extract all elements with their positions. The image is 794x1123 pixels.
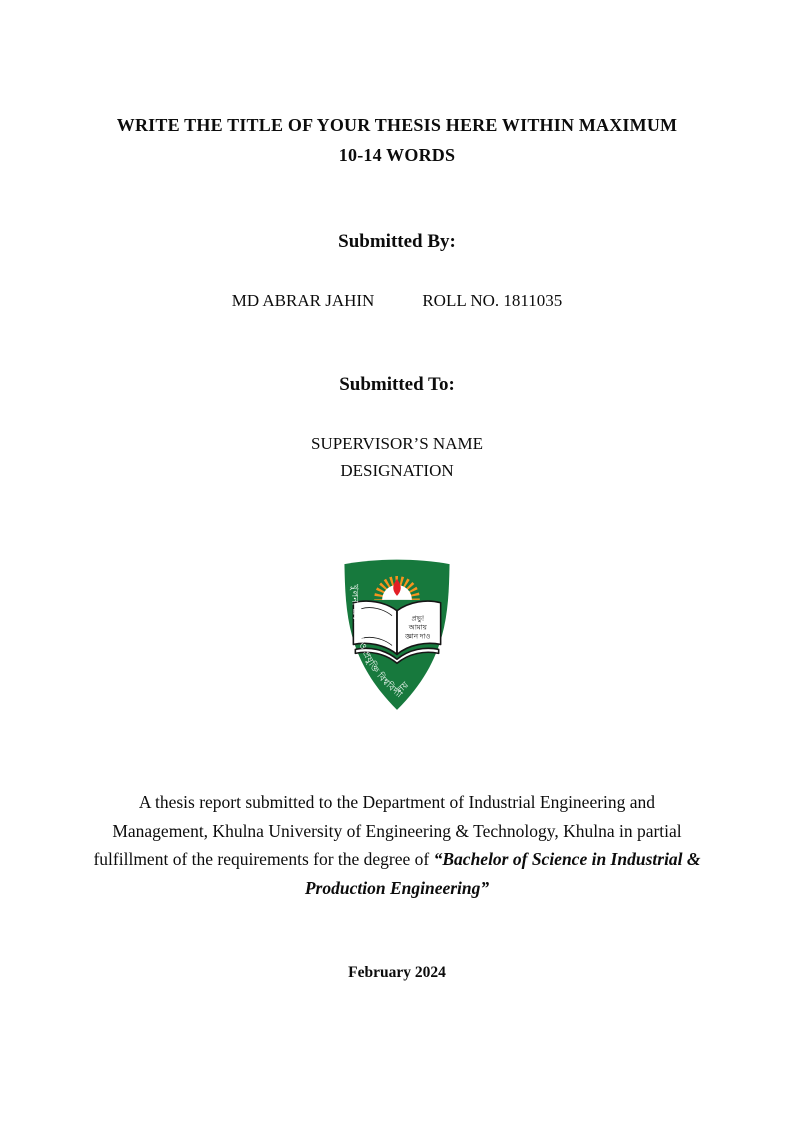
logo-ring-text: খুলনা প্রকৌশল ও প্রযুক্তি বিশ্ববিদ্যালয় bbox=[350, 584, 411, 700]
supervisor-name: SUPERVISOR’S NAME bbox=[311, 434, 483, 453]
svg-text:জ্ঞান দাও: জ্ঞান দাও bbox=[405, 632, 431, 641]
submitted-by-heading: Submitted By: bbox=[338, 231, 456, 252]
kuet-university-emblem-icon bbox=[338, 557, 457, 718]
author-row bbox=[0, 291, 794, 311]
submission-date: February 2024 bbox=[348, 964, 446, 981]
thesis-title bbox=[0, 110, 794, 170]
supervisor-block bbox=[0, 430, 794, 484]
university-logo bbox=[338, 557, 457, 718]
author-roll-number: ROLL NO. 1811035 bbox=[422, 291, 563, 310]
degree-name-emphasis: “Bachelor of Science in Industrial & Production Engineering” bbox=[304, 849, 701, 899]
svg-text:প্রভু!: প্রভু! bbox=[411, 614, 425, 623]
thesis-title-line2: 10-14 WORDS bbox=[338, 145, 456, 165]
svg-text:আমায়: আমায় bbox=[408, 623, 427, 632]
submitted-to-heading: Submitted To: bbox=[339, 374, 455, 395]
thesis-title-line1: WRITE THE TITLE OF YOUR THESIS HERE WITHIN MAXIMUM bbox=[116, 115, 678, 135]
degree-statement-lead: A thesis report submitted to the Department of Industrial Engineering and Management, Khulna University of Engineering & Technology, Khulna in partial fulfillment of the requirements for the degree of bbox=[93, 792, 682, 870]
supervisor-designation: DESIGNATION bbox=[340, 461, 454, 480]
author-name: MD ABRAR JAHIN bbox=[231, 291, 375, 310]
degree-statement bbox=[90, 788, 705, 903]
